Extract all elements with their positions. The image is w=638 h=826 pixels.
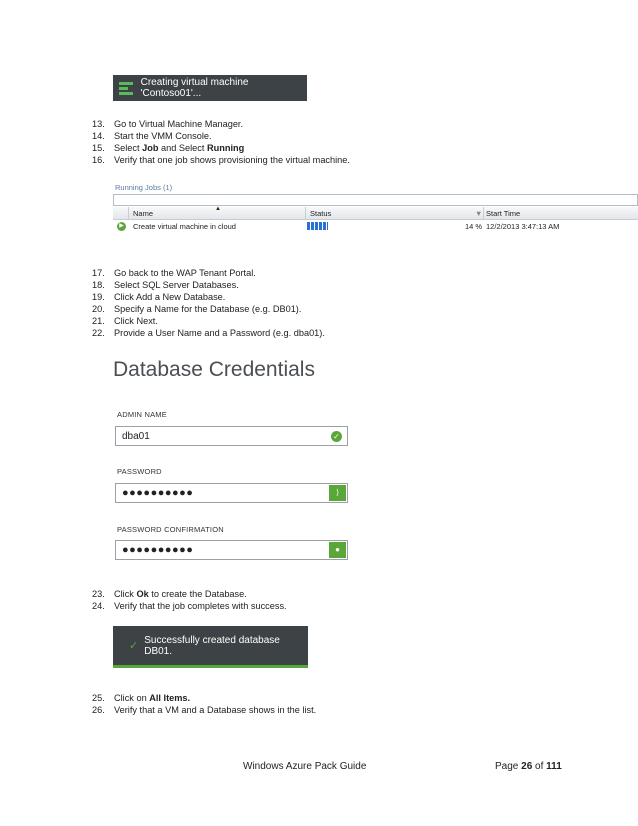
password-value: ●●●●●●●●●●	[122, 487, 194, 499]
password-label: PASSWORD	[117, 467, 162, 476]
job-progress-fill	[307, 222, 328, 230]
step-23: 23. Click Ok to create the Database.	[92, 589, 247, 599]
password-confirm-label: PASSWORD CONFIRMATION	[117, 525, 224, 534]
step-18: 18. Select SQL Server Databases.	[92, 280, 239, 290]
creating-vm-banner	[113, 75, 307, 101]
step-17: 17. Go back to the WAP Tenant Portal.	[92, 268, 256, 278]
step-26: 26. Verify that a VM and a Database shows in the list.	[92, 705, 317, 715]
steps-list-a	[92, 118, 350, 166]
table-row[interactable]	[113, 221, 638, 233]
step-16: 16. Verify that one job shows provisioning the virtual machine.	[92, 155, 350, 165]
step-15: 15. Select Job and Select Running	[92, 143, 245, 153]
running-jobs-title: Running Jobs (1)	[115, 183, 173, 192]
step-19: 19. Click Add a New Database.	[92, 292, 226, 302]
col-status-header[interactable]: Status	[310, 209, 332, 218]
eye-icon[interactable]: ●	[329, 542, 346, 558]
filter-icon[interactable]: ▼	[475, 209, 483, 218]
step-20: 20. Specify a Name for the Database (e.g. DB01).	[92, 304, 302, 314]
step-22: 22. Provide a User Name and a Password (e.g. dba01).	[92, 328, 325, 338]
col-start-header[interactable]: Start Time	[486, 209, 521, 218]
valid-check-icon: ✓	[331, 431, 342, 442]
success-check-icon: ✓	[129, 640, 139, 652]
job-percent: 14 %	[465, 222, 483, 231]
password-field[interactable]	[115, 483, 348, 503]
running-jobs-panel	[113, 181, 638, 253]
success-text: Successfully created database DB01.	[144, 634, 280, 657]
jobs-header-row	[113, 207, 638, 220]
footer-guide-title: Windows Azure Pack Guide	[243, 761, 367, 772]
job-progress-bar	[307, 222, 457, 230]
step-25: 25. Click on All Items.	[92, 693, 191, 703]
steps-list-b	[92, 267, 325, 339]
steps-list-c	[92, 588, 287, 612]
step-21: 21. Click Next.	[92, 316, 158, 326]
admin-name-label: ADMIN NAME	[117, 410, 167, 419]
admin-name-value: dba01	[122, 431, 150, 442]
play-icon: ▶	[117, 222, 126, 231]
admin-name-field[interactable]	[115, 426, 348, 446]
password-reveal-icon[interactable]: ⟩	[329, 485, 346, 501]
sort-up-icon: ▲	[215, 206, 221, 212]
success-banner	[113, 626, 308, 668]
password-confirm-field[interactable]	[115, 540, 348, 560]
step-14: 14. Start the VMM Console.	[92, 131, 212, 141]
col-name-header[interactable]: Name	[133, 209, 154, 218]
job-name: Create virtual machine in cloud	[133, 222, 236, 231]
credentials-title: Database Credentials	[113, 358, 315, 381]
footer-page-number: Page 26 of 111	[495, 761, 562, 772]
step-13: 13. Go to Virtual Machine Manager.	[92, 119, 244, 129]
jobs-filter-input[interactable]	[113, 194, 638, 206]
step-24: 24. Verify that the job completes with success.	[92, 601, 287, 611]
activity-icon	[119, 81, 133, 95]
job-start-time: 12/2/2013 3:47:13 AM	[486, 222, 560, 231]
password-confirm-value: ●●●●●●●●●●	[122, 544, 194, 556]
steps-list-d	[92, 692, 316, 716]
creating-vm-text: Creating virtual machine 'Contoso01'...	[140, 77, 249, 99]
